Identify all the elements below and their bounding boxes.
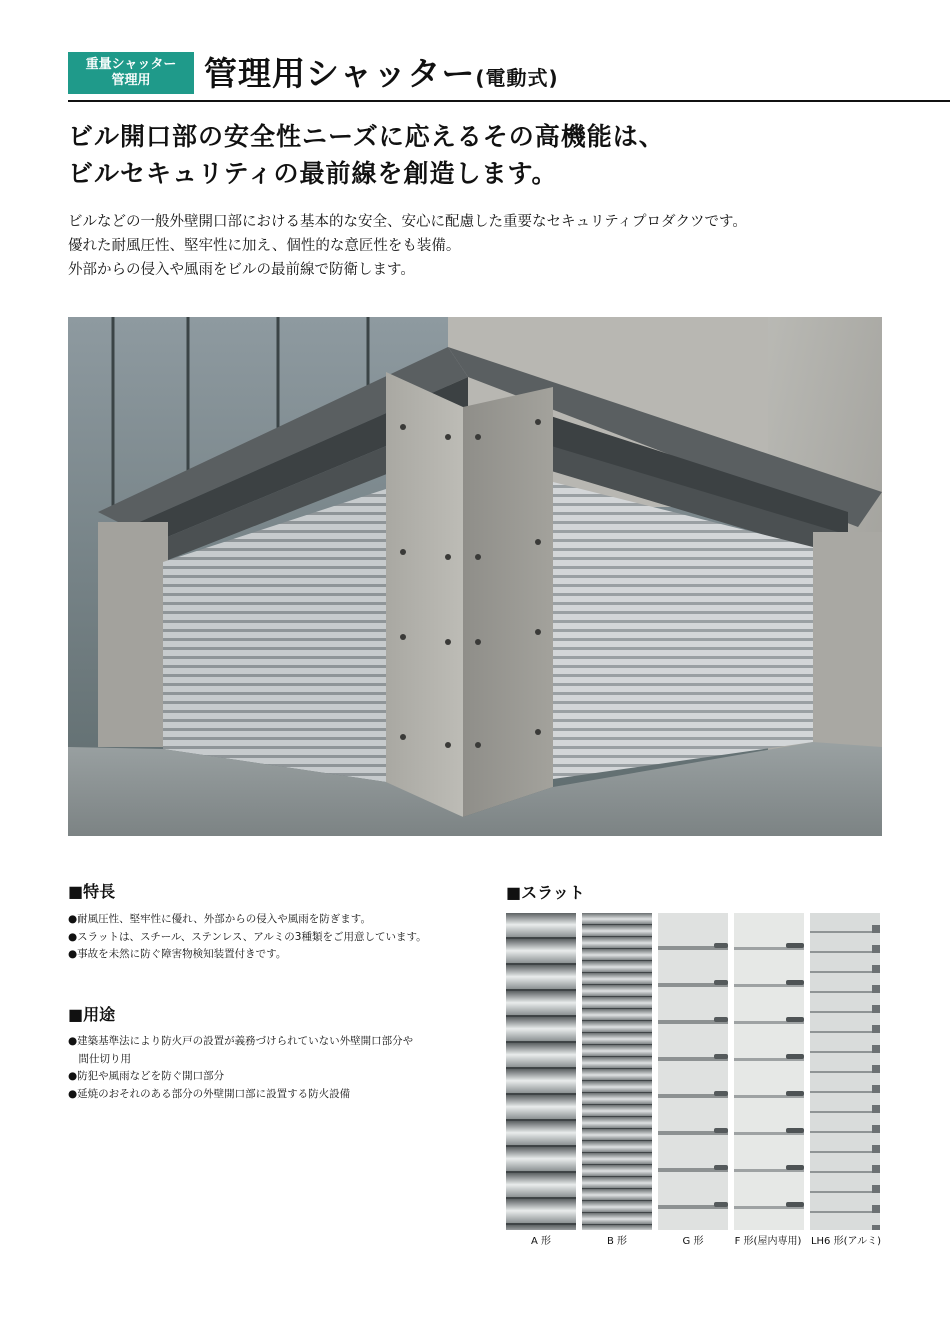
uses-title: ■用途 (68, 1005, 116, 1024)
slat-sample-b (582, 913, 652, 1230)
slat-label-f: F 形(屋内専用) (734, 1236, 802, 1247)
slats-title: ■スラット (506, 883, 585, 902)
badge-line-2: 管理用 (111, 73, 151, 88)
slat-label-b: B 形 (606, 1236, 628, 1247)
uses-item: 間仕切り用 (68, 1052, 131, 1065)
page-title-sub: (電動式) (475, 66, 559, 90)
badge-line-1: 重量シャッター (85, 57, 177, 72)
features-list (68, 911, 427, 964)
header-rule (68, 100, 950, 102)
slat-label-a: A 形 (530, 1236, 552, 1247)
page-title-main: 管理用シャッター (204, 54, 476, 93)
slat-lh6-swatch (810, 913, 880, 1230)
building-shutter-photo (68, 317, 882, 836)
slat-label-g: G 形 (682, 1236, 704, 1247)
lead-paragraph (68, 210, 747, 282)
headline (68, 118, 665, 192)
features-item: ●スラットは、スチール、ステンレス、アルミの3種類をご用意しています。 (68, 930, 427, 943)
shutter-illustration (68, 317, 882, 836)
slat-sample-f (734, 913, 804, 1230)
slat-g-swatch (658, 913, 728, 1230)
page-title (204, 52, 559, 100)
slat-label-lh6: LH6 形(アルミ) (810, 1236, 882, 1247)
slat-sample-a (506, 913, 576, 1230)
features-title: ■特長 (68, 882, 116, 901)
headline-line-1: ビル開口部の安全性ニーズに応えるその高機能は、 (68, 122, 665, 151)
lead-line-2: 優れた耐風圧性、堅牢性に加え、個性的な意匠性をも装備。 (68, 238, 461, 254)
slat-sample-g (658, 913, 728, 1230)
slat-f-swatch (734, 913, 804, 1230)
uses-item: ●建築基準法により防火戸の設置が義務づけられていない外壁開口部分や (68, 1035, 414, 1047)
category-badge (68, 52, 194, 94)
lead-line-3: 外部からの侵入や風雨をビルの最前線で防衛します。 (68, 262, 415, 278)
uses-item: ●防犯や風雨などを防ぐ開口部分 (68, 1070, 225, 1082)
slat-b-swatch (582, 913, 652, 1230)
headline-line-2: ビルセキュリティの最前線を創造します。 (68, 159, 558, 188)
features-item: ●耐風圧性、堅牢性に優れ、外部からの侵入や風雨を防ぎます。 (68, 913, 371, 925)
uses-item: ●延焼のおそれのある部分の外壁開口部に設置する防火設備 (68, 1087, 351, 1100)
features-item: ●事故を未然に防ぐ障害物検知装置付きです。 (68, 948, 287, 960)
slat-a-swatch (506, 913, 576, 1230)
uses-list (68, 1033, 413, 1103)
slat-sample-lh6 (810, 913, 880, 1230)
lead-line-1: ビルなどの一般外壁開口部における基本的な安全、安心に配慮した重要なセキュリティプロダクツです。 (68, 214, 747, 230)
